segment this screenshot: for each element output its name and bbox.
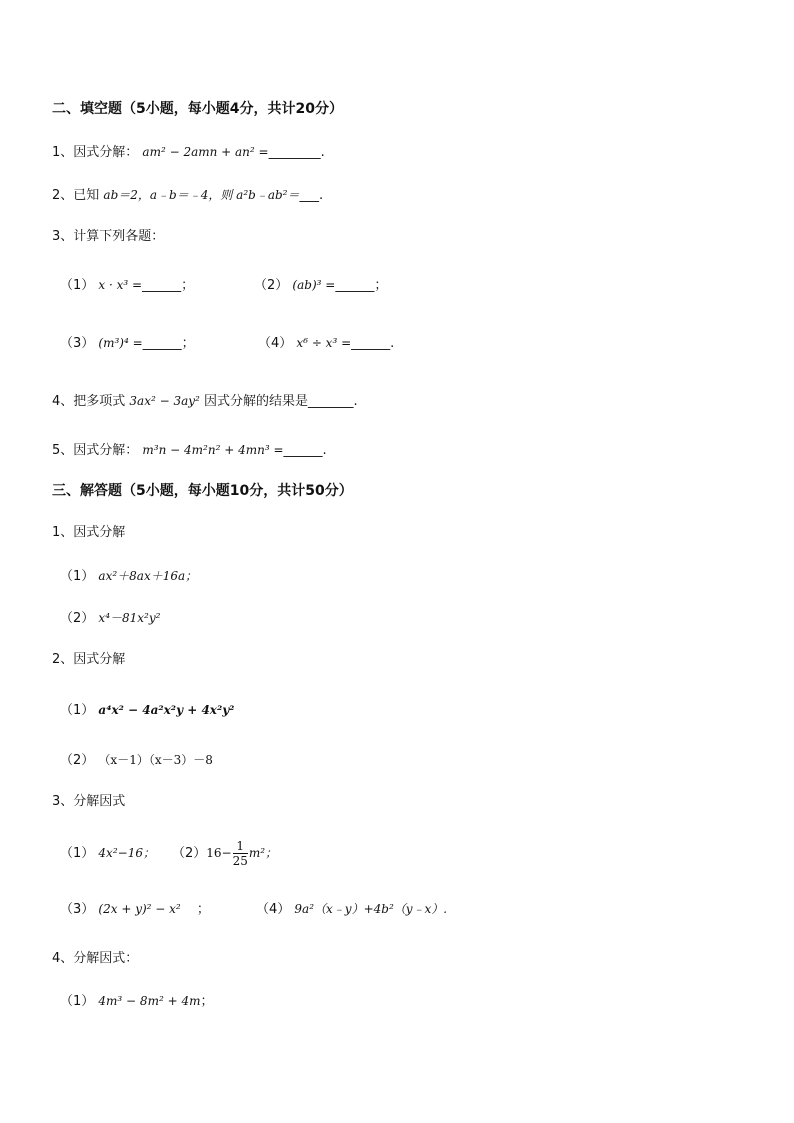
fill-question-4	[52, 392, 358, 411]
part-expr: （x－1）（x－3）－8	[98, 753, 213, 767]
part-end: .	[390, 336, 395, 351]
q-expr: ab＝2，a﹣b＝﹣4，则 a²b﹣ab²＝	[103, 188, 300, 202]
answer-question-4-part-1	[60, 992, 213, 1011]
part-label: （1）	[60, 846, 95, 861]
part-label: （1）	[60, 278, 95, 293]
answer-blank[interactable]: ______	[142, 336, 182, 351]
answer-blank[interactable]: _______	[308, 394, 354, 409]
q-expr: m³n − 4m²n² + 4mn³ =	[142, 443, 284, 457]
answer-question-3-part-2	[172, 836, 277, 871]
fill-question-5	[52, 441, 327, 460]
answer-blank[interactable]: ______	[283, 443, 323, 458]
part-expr: x⁴－81x²y²	[98, 611, 161, 625]
fill-question-3-prompt: 3、计算下列各题：	[52, 229, 165, 244]
q-end: .	[320, 145, 325, 160]
part-label: （3）	[60, 902, 95, 917]
q-prefix: 1、因式分解：	[52, 145, 139, 160]
part-expr: a⁴x² − 4a²x²y + 4x²y²	[98, 703, 235, 717]
fill-question-3-part-1	[60, 276, 194, 295]
part-expr: 4x²−16；	[98, 846, 155, 860]
answer-question-3-prompt: 3、分解因式	[52, 794, 126, 809]
answer-question-1-part-2	[60, 609, 160, 628]
q-suffix: 因式分解的结果是	[204, 394, 309, 409]
part-label: （1）	[60, 703, 95, 718]
answer-question-3-part-1	[60, 844, 155, 863]
part-label: （4）	[256, 902, 291, 917]
answer-question-2-part-1	[60, 701, 234, 720]
answer-blank[interactable]: ______	[142, 278, 182, 293]
part-label: （1）	[60, 569, 95, 584]
part-expr: 4m³ − 8m² + 4m	[98, 994, 201, 1008]
part-end: ；	[200, 994, 214, 1009]
answer-blank[interactable]: ______	[351, 336, 391, 351]
part-expr: x⁶ ÷ x³ =	[296, 336, 352, 350]
answer-blank[interactable]: ___	[299, 188, 319, 203]
fill-question-3-part-2	[254, 276, 387, 295]
section3-title: 三、解答题（5小题，每小题10分，共计50分）	[52, 483, 353, 499]
fill-question-1	[52, 143, 325, 162]
part-expr-b: m²；	[248, 846, 278, 860]
fraction-numerator: 1	[233, 839, 248, 854]
part-end: ；	[374, 278, 388, 293]
q-expr: am² − 2amn + an² =	[142, 145, 269, 159]
part-label: （2）	[60, 753, 95, 768]
answer-blank[interactable]: ______	[335, 278, 375, 293]
q-end: .	[322, 443, 327, 458]
answer-question-3-part-4	[256, 900, 447, 919]
part-expr: x · x³ =	[98, 278, 143, 292]
answer-question-2-part-2	[60, 751, 213, 770]
q-end: .	[353, 394, 358, 409]
part-label: （3）	[60, 336, 95, 351]
q-end: .	[318, 188, 324, 203]
fill-question-2	[52, 186, 323, 205]
fraction-denominator: 25	[232, 854, 248, 868]
part-expr: 9a²（x﹣y）+4b²（y﹣x）.	[294, 902, 448, 916]
part-expr: (ab)³ =	[292, 278, 336, 292]
part-end: ；	[181, 336, 195, 351]
part-label: （4）	[258, 336, 293, 351]
q-expr: 3ax² − 3ay²	[129, 394, 200, 408]
section2-title: 二、填空题（5小题，每小题4分，共计20分）	[52, 101, 343, 117]
part-end: ；	[196, 902, 210, 917]
part-label: （2）	[172, 846, 207, 861]
answer-question-1-prompt: 1、因式分解	[52, 525, 126, 540]
fill-question-3-part-4	[258, 334, 394, 353]
fill-question-3-part-3	[60, 334, 195, 353]
fraction	[233, 839, 248, 868]
answer-blank[interactable]: ________	[268, 145, 321, 160]
part-expr-a: 16−	[206, 846, 232, 860]
q-prefix: 4、把多项式	[52, 394, 126, 409]
answer-question-3-part-3	[60, 900, 210, 919]
part-end: ；	[181, 278, 195, 293]
part-expr: ax²＋8ax＋16a；	[98, 569, 198, 583]
q-prefix: 5、因式分解：	[52, 443, 139, 458]
answer-question-4-prompt: 4、分解因式：	[52, 951, 139, 966]
q-prefix: 2、已知	[52, 188, 100, 203]
part-label: （1）	[60, 994, 95, 1009]
part-expr: (m³)⁴ =	[98, 336, 143, 350]
part-label: （2）	[254, 278, 289, 293]
part-expr: (2x + y)² − x²	[98, 902, 181, 916]
answer-question-2-prompt: 2、因式分解	[52, 652, 126, 667]
part-label: （2）	[60, 611, 95, 626]
answer-question-1-part-1	[60, 567, 197, 586]
